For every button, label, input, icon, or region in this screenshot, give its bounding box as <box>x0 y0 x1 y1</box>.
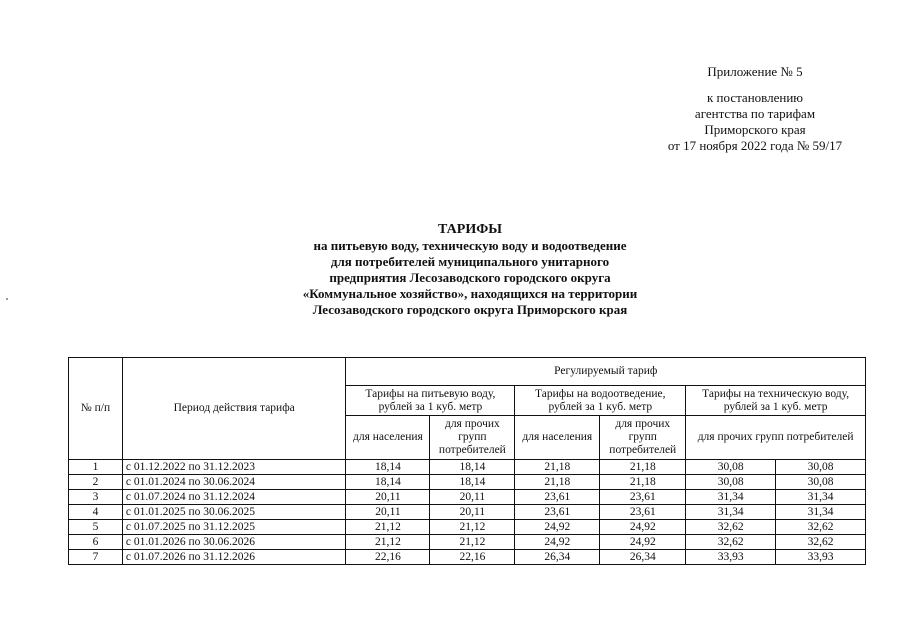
row-value: 31,34 <box>776 490 866 505</box>
row-value: 22,16 <box>346 550 430 565</box>
row-value: 21,12 <box>430 535 515 550</box>
row-number: 4 <box>69 505 123 520</box>
row-value: 30,08 <box>776 460 866 475</box>
row-value: 20,11 <box>346 490 430 505</box>
row-value: 18,14 <box>430 460 515 475</box>
table-row <box>69 505 866 520</box>
row-value: 18,14 <box>430 475 515 490</box>
row-value: 22,16 <box>430 550 515 565</box>
header-drinking-water: Тарифы на питьевую воду, рублей за 1 куб. метр <box>346 386 515 416</box>
table-row <box>69 550 866 565</box>
row-value: 33,93 <box>776 550 866 565</box>
row-value: 21,18 <box>515 460 600 475</box>
row-number: 1 <box>69 460 123 475</box>
row-value: 18,14 <box>346 460 430 475</box>
row-value: 26,34 <box>600 550 686 565</box>
header-population: для населения <box>346 416 430 460</box>
header-population: для населения <box>515 416 600 460</box>
row-value: 30,08 <box>776 475 866 490</box>
appendix-line: от 17 ноября 2022 года № 59/17 <box>667 138 843 153</box>
table-row <box>69 460 866 475</box>
header-other-all: для прочих групп потребителей <box>686 416 866 460</box>
row-value: 24,92 <box>600 535 686 550</box>
row-value: 24,92 <box>600 520 686 535</box>
header-period: Период действия тарифа <box>122 358 346 460</box>
header-technical-water: Тарифы на техническую воду, рублей за 1 куб. метр <box>686 386 866 416</box>
row-value: 18,14 <box>346 475 430 490</box>
header-other: для прочих групп потребителей <box>430 416 515 460</box>
title-line: предприятия Лесозаводского городского округа <box>329 270 611 285</box>
row-period: с 01.12.2022 по 31.12.2023 <box>122 460 346 475</box>
scan-mark <box>6 298 8 300</box>
row-value: 20,11 <box>346 505 430 520</box>
row-period: с 01.07.2025 по 31.12.2025 <box>122 520 346 535</box>
title-line: на питьевую воду, техническую воду и водоотведение <box>313 238 627 253</box>
title-main: ТАРИФЫ <box>438 222 502 237</box>
row-value: 24,92 <box>515 520 600 535</box>
appendix-line: агентства по тарифам <box>694 106 816 121</box>
row-period: с 01.07.2024 по 31.12.2024 <box>122 490 346 505</box>
row-value: 21,18 <box>600 475 686 490</box>
row-number: 5 <box>69 520 123 535</box>
row-value: 21,12 <box>346 535 430 550</box>
title-line: Лесозаводского городского округа Приморского края <box>312 302 628 317</box>
row-value: 31,34 <box>776 505 866 520</box>
row-value: 23,61 <box>515 505 600 520</box>
header-num: № п/п <box>69 358 123 460</box>
row-value: 23,61 <box>600 505 686 520</box>
row-value: 21,18 <box>515 475 600 490</box>
row-number: 6 <box>69 535 123 550</box>
row-value: 30,08 <box>686 460 776 475</box>
row-value: 32,62 <box>776 535 866 550</box>
row-value: 23,61 <box>600 490 686 505</box>
row-value: 31,34 <box>686 490 776 505</box>
title-line: для потребителей муниципального унитарного <box>330 254 610 269</box>
row-value: 26,34 <box>515 550 600 565</box>
tariff-table <box>68 357 866 565</box>
table-row <box>69 520 866 535</box>
row-value: 21,18 <box>600 460 686 475</box>
row-period: с 01.01.2026 по 30.06.2026 <box>122 535 346 550</box>
table-row <box>69 535 866 550</box>
row-value: 32,62 <box>776 520 866 535</box>
document-title <box>220 222 720 318</box>
appendix-line: Приморского края <box>704 122 806 137</box>
row-value: 21,12 <box>430 520 515 535</box>
row-number: 3 <box>69 490 123 505</box>
row-value: 24,92 <box>515 535 600 550</box>
row-value: 32,62 <box>686 535 776 550</box>
row-period: с 01.07.2026 по 31.12.2026 <box>122 550 346 565</box>
title-line: «Коммунальное хозяйство», находящихся на территории <box>302 286 638 301</box>
row-value: 33,93 <box>686 550 776 565</box>
row-value: 30,08 <box>686 475 776 490</box>
header-sewerage: Тарифы на водоотведение, рублей за 1 куб. метр <box>515 386 686 416</box>
row-value: 23,61 <box>515 490 600 505</box>
row-number: 2 <box>69 475 123 490</box>
row-value: 20,11 <box>430 505 515 520</box>
row-period: с 01.01.2024 по 30.06.2024 <box>122 475 346 490</box>
appendix-line: к постановлению <box>706 90 804 105</box>
row-value: 31,34 <box>686 505 776 520</box>
tariff-body <box>69 460 866 565</box>
header-regulated: Регулируемый тариф <box>346 358 866 386</box>
row-value: 32,62 <box>686 520 776 535</box>
row-period: с 01.01.2025 по 30.06.2025 <box>122 505 346 520</box>
appendix-number: Приложение № 5 <box>707 64 803 79</box>
row-value: 21,12 <box>346 520 430 535</box>
appendix-block <box>630 64 880 154</box>
header-other: для прочих групп потребителей <box>600 416 686 460</box>
row-value: 20,11 <box>430 490 515 505</box>
table-row <box>69 475 866 490</box>
row-number: 7 <box>69 550 123 565</box>
table-row <box>69 490 866 505</box>
